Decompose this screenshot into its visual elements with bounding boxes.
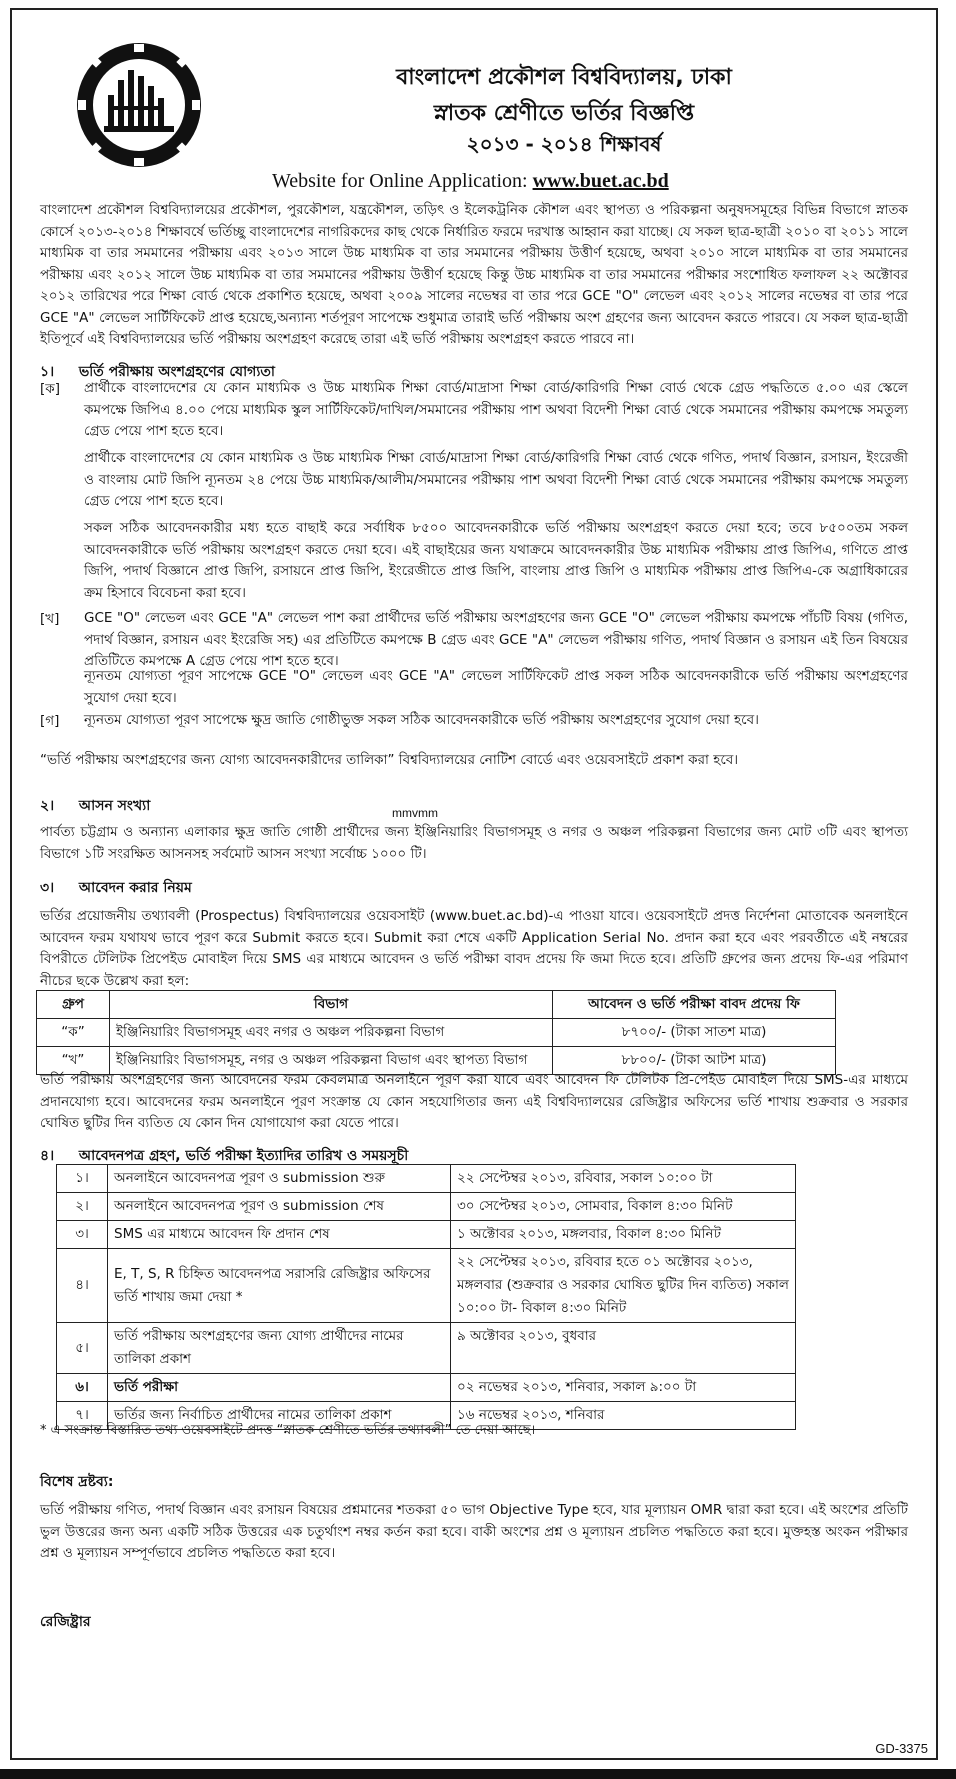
- clause-kha-para-2: ন্যূনতম যোগ্যতা পূরণ সাপেক্ষে GCE "O" লেভেল এবং GCE "A" লেভেল সার্টিফিকেট প্রাপ্ত সকল সঠিক আবেদনকারীকে ভর্তি পরীক্ষায় অংশগ্রহণের সুযোগ দেয়া হবে।: [84, 668, 908, 706]
- clause-ka-marker: [ক]: [40, 381, 60, 397]
- clause-ga-marker: [গ]: [40, 713, 60, 729]
- fee-dept: ইঞ্জিনিয়ারিং বিভাগসমূহ, নগর ও অঞ্চল পরিকল্পনা বিভাগ এবং স্থাপত্য বিভাগ: [110, 1047, 553, 1075]
- schedule-date: ৯ অক্টোবর ২০১৩, বুধবার: [451, 1323, 796, 1374]
- fee-header-dept: বিভাগ: [110, 991, 553, 1019]
- notice-page: [10, 8, 938, 1760]
- fee-amount: ৮৭০০/- (টাকা সাতশ মাত্র): [553, 1019, 836, 1047]
- session-label: ২০১৩ - ২০১৪ শিক্ষাবর্ষ: [466, 132, 662, 156]
- schedule-item: অনলাইনে আবেদনপত্র পূরণ ও submission শুরু: [108, 1165, 451, 1193]
- fee-table: [36, 990, 836, 1075]
- schedule-row: [57, 1165, 796, 1193]
- section-3-title: আবেদন করার নিয়ম: [78, 880, 192, 896]
- fee-group: “ক”: [37, 1019, 110, 1047]
- clause-ka-para-1: প্রার্থীকে বাংলাদেশের যে কোন মাধ্যমিক ও উচ্চ মাধ্যমিক শিক্ষা বোর্ড/মাদ্রাসা শিক্ষা বোর্ড/কারিগরি শিক্ষা বোর্ড থেকে গ্রেড পদ্ধতিতে ৫.০০ এর স্কেলে কমপক্ষে জিপিএ ৪.০০ পেয়ে মাধ্যমিক স্কুল সার্টিফিকেট/দাখিল/সমমানের পরীক্ষায় পাশ অথবা বিদেশী শিক্ষা বোর্ড থেকে সমমানের পরীক্ষায় কমপক্ষে সমতুল্য গ্রেড পেয়ে পাশ হতে হবে।: [84, 380, 908, 439]
- gd-code: GD-3375: [875, 1741, 928, 1756]
- schedule-date: ১৬ নভেম্বর ২০১৩, শনিবার: [451, 1402, 796, 1430]
- schedule-row: [57, 1374, 796, 1402]
- schedule-row: [57, 1193, 796, 1221]
- section-2-heading: [40, 794, 150, 818]
- university-name: বাংলাদেশ প্রকৌশল বিশ্ববিদ্যালয়, ঢাকা: [396, 65, 732, 90]
- schedule-footnote: * এ সংক্রান্ত বিস্তারিত তথ্য ওয়েবসাইটে প্রদত্ত “স্নাতক শ্রেণীতে ভর্তির তথ্যাবলী” তে দেয়া আছে।: [40, 1423, 536, 1438]
- schedule-row: [57, 1323, 796, 1374]
- schedule-item: ভর্তি পরীক্ষায় অংশগ্রহণের জন্য যোগ্য প্রার্থীদের নামের তালিকা প্রকাশ: [108, 1323, 451, 1374]
- website-line: [272, 170, 669, 193]
- special-note-title: বিশেষ দ্রষ্টব্য:: [40, 1474, 114, 1490]
- fee-amount: ৮৮০০/- (টাকা আটশ মাত্র): [553, 1047, 836, 1075]
- special-note-text: ভর্তি পরীক্ষায় গণিত, পদার্থ বিজ্ঞান এবং রসায়ন বিষয়ের প্রশ্নমানের শতকরা ৫০ ভাগ Objective Type হবে, যার মূল্যায়ন OMR দ্বারা করা হবে। এই অংশের প্রতিটি ভুল উত্তরের জন্য অন্য একটি সঠিক উত্তরের এক চতুর্থাংশ নম্বর কর্তন করা হবে। বাকী অংশের প্রশ্ন ও মূল্যায়ন প্রচলিত পদ্ধতিতে করা হবে। মুক্তহস্ত অংকন পরীক্ষার প্রশ্ন ও মূল্যায়ন সম্পূর্ণভাবে প্রচলিত পদ্ধতিতে করা হবে।: [40, 1502, 908, 1561]
- schedule-date: ২২ সেপ্টেম্বর ২০১৩, রবিবার হতে ০১ অক্টোবর ২০১৩, মঙ্গলবার (শুক্রবার ও সরকার ঘোষিত ছুটির দিন ব্যতিত) সকাল ১০:০০ টা- বিকাল ৪:৩০ মিনিট: [451, 1249, 796, 1323]
- intro-paragraph: বাংলাদেশ প্রকৌশল বিশ্ববিদ্যালয়ের প্রকৌশল, পুরকৌশল, যন্ত্রকৌশল, তড়িৎ ও ইলেকট্রনিক কৌশল এবং স্থাপত্য ও পরিকল্পনা অনুষদসমূহের বিভিন্ন বিভাগে স্নাতক কোর্সে ২০১৩-২০১৪ শিক্ষাবর্ষে ভর্তিচ্ছু বাংলাদেশের নাগরিকদের কাছ থেকে নির্ধারিত ফরমে দরখাস্ত আহ্বান করা যাচ্ছে। যে সকল ছাত্র-ছাত্রী ২০১০ বা ২০১১ সালে মাধ্যমিক বা তার সমমানের পরীক্ষায় এবং ২০১৩ সালে উচ্চ মাধ্যমিক বা তার সমমানের পরীক্ষায় উত্তীর্ণ হয়েছে, অথবা ২০১০ সালে মাধ্যমিক বা তার সমমানের পরীক্ষায় এবং ২০১২ সালে উচ্চ মাধ্যমিক বা তার সমমানের পরীক্ষায় উত্তীর্ণ হয়েছে কিন্তু উচ্চ মাধ্যমিক বা তার সমমানের পরীক্ষার সংশোধিত ফলাফল ২২ অক্টোবর ২০১২ তারিখের পরে শিক্ষা বোর্ড থেকে প্রকাশিত হয়েছে, অথবা ২০০৯ সালের নভেম্বর বা তার পরে GCE "O" লেভেল এবং ২০১২ সালের নভেম্বর বা তার পরে GCE "A" লেভেল সার্টিফিকেট প্রাপ্ত হয়েছে,অন্যান্য শর্তপূরণ সাপেক্ষে শুধুমাত্র তারাই ভর্তি পরীক্ষায় অংশ গ্রহণের জন্য আবেদন করতে পারবে। যে সকল ছাত্র-ছাত্রী ইতিপূর্বে এই বিশ্ববিদ্যালয়ের ভর্তি পরীক্ষায় অংশগ্রহণ করেছে তারা এই ভর্তি পরীক্ষায় অংশগ্রহণ করতে পারবে না।: [40, 202, 908, 347]
- schedule-date: ০২ নভেম্বর ২০১৩, শনিবার, সকাল ৯:০০ টা: [451, 1374, 796, 1402]
- schedule-item: ভর্তির জন্য নির্বাচিত প্রার্থীদের নামের তালিকা প্রকাশ: [108, 1402, 451, 1430]
- section-3-heading: [40, 876, 192, 900]
- schedule-date: ২২ সেপ্টেম্বর ২০১৩, রবিবার, সকাল ১০:০০ টা: [451, 1165, 796, 1193]
- schedule-table: [56, 1164, 796, 1430]
- schedule-num: ৭।: [57, 1402, 108, 1430]
- section-2-title: আসন সংখ্যা: [78, 798, 151, 814]
- schedule-num: ৫।: [57, 1323, 108, 1374]
- section-2-text: পার্বত্য চট্টগ্রাম ও অন্যান্য এলাকার ক্ষুদ্র জাতি গোষ্ঠী প্রার্থীদের জন্য ইঞ্জিনিয়ারিং বিভাগসমূহ ও নগর ও অঞ্চল পরিকল্পনা বিভাগের জন্য মোট ৩টি এবং স্থাপত্য বিভাগে ১টি সংরক্ষিত আসনসহ সর্বমোট আসন সংখ্যা সর্বোচ্চ ১০০০ টি।: [40, 824, 908, 862]
- section-3-text: ভর্তির প্রয়োজনীয় তথ্যাবলী (Prospectus) বিশ্ববিদ্যালয়ের ওয়েবসাইট (www.buet.ac.bd)-এ পাওয়া যাবে। ওয়েবসাইটে প্রদত্ত নির্দেশনা মোতাবেক অনলাইনে আবেদন ফরম যথাযথ ভাবে পূরণ করে Submit করতে হবে। Submit করা শেষে একটি Application Serial No. প্রদান করা হবে এবং পরবর্তীতে এই নম্বরের বিপরীতে টেলিটক প্রিপেইড মোবাইল দিয়ে SMS এর মাধ্যমে আবেদন ও ভর্তি পরীক্ষা বাবদ প্রদেয় ফি জমা দিতে হবে। প্রতিটি গ্রুপের জন্য প্রদেয় ফি-এর পরিমাণ নীচের ছকে উল্লেখ করা হল:: [40, 908, 908, 989]
- section-1-number: ১।: [40, 364, 55, 380]
- schedule-row: [57, 1221, 796, 1249]
- section-1-title: ভর্তি পরীক্ষায় অংশগ্রহণের যোগ্যতা: [78, 364, 275, 380]
- section-4-title: আবেদনপত্র গ্রহণ, ভর্তি পরীক্ষা ইত্যাদির তারিখ ও সময়সূচী: [78, 1148, 409, 1164]
- website-label: Website for Online Application:: [272, 170, 528, 192]
- stray-text: mmvmm: [392, 806, 438, 820]
- clause-ka-para-3: সকল সঠিক আবেদনকারীর মধ্য হতে বাছাই করে সর্বাধিক ৮৫০০ আবেদনকারীকে ভর্তি পরীক্ষায় অংশগ্রহণ করতে দেয়া হবে; তবে ৮৫০০তম সকল আবেদনকারীকে ভর্তি পরীক্ষায় অংশগ্রহণ করতে দেয়া হবে। এই বাছাইয়ের জন্য যথাক্রমে আবেদনকারীর উচ্চ মাধ্যমিক পরীক্ষায় প্রাপ্ত জিপিএ, গণিতে প্রাপ্ত জিপি, পদার্থ বিজ্ঞানে প্রাপ্ত জিপি, রসায়নে প্রাপ্ত জিপি, ইংরেজীতে প্রাপ্ত জিপি, বাংলায় প্রাপ্ত জিপি ও মাধ্যমিক পরীক্ষায় প্রাপ্ত জিপিএ-কে অগ্রাধিকারের ক্রম হিসাবে বিবেচনা করা হবে।: [84, 520, 908, 601]
- fee-header-group: গ্রুপ: [37, 991, 110, 1019]
- clause-kha-para-1: GCE "O" লেভেল এবং GCE "A" লেভেল পাশ করা প্রার্থীদের ভর্তি পরীক্ষায় অংশগ্রহণের জন্য GCE "O" লেভেল পরীক্ষায় কমপক্ষে পাঁচটি বিষয় (গণিত, পদার্থ বিজ্ঞান, রসায়ন এবং ইংরেজি সহ) এর প্রতিটিতে কমপক্ষে B গ্রেড এবং GCE "A" লেভেল পরীক্ষায় গণিত, পদার্থ বিজ্ঞান ও রসায়ন এই তিন বিষয়ের প্রতিটিতে কমপক্ষে A গ্রেড পেয়ে পাশ হতে হবে।: [84, 610, 908, 669]
- website-link[interactable]: www.buet.ac.bd: [532, 170, 669, 192]
- clause-ka-para-2: প্রার্থীকে বাংলাদেশের যে কোন মাধ্যমিক ও উচ্চ মাধ্যমিক শিক্ষা বোর্ড/মাদ্রাসা শিক্ষা বোর্ড/কারিগরি শিক্ষা বোর্ড থেকে গণিত, পদার্থ বিজ্ঞান, রসায়ন, ইংরেজী ও বাংলায় মোট জিপি ন্যূনতম ২৪ পেয়ে উচ্চ মাধ্যমিক/আলীম/সমমানের পরীক্ষায় পাশ অথবা বিদেশী শিক্ষা বোর্ড থেকে সমমানের পরীক্ষায় কমপক্ষে সমতুল্য গ্রেড পেয়ে পাশ হতে হবে।: [84, 450, 908, 509]
- section-3-after: ভর্তি পরীক্ষায় অংশগ্রহণের জন্য আবেদনের ফরম কেবলমাত্র অনলাইনে পূরণ করা যাবে এবং আবেদন ফি টেলিটক প্রি-পেইড মোবাইল দিয়ে SMS-এর মাধ্যমে প্রদানযোগ্য হবে। আবেদনের ফরম অনলাইনে পূরণ সংক্রান্ত যে কোন সহযোগিতার জন্য এই বিশ্ববিদ্যালয়ের রেজিষ্ট্রার অফিসের ভর্তি শাখায় শুক্রবার ও সরকার ঘোষিত ছুটির দিন ব্যতিত যে কোন দিন যোগাযোগ করা যেতে পারে।: [40, 1072, 908, 1131]
- schedule-item: E, T, S, R চিহ্নিত আবেদনপত্র সরাসরি রেজিষ্ট্রার অফিসের ভর্তি শাখায় জমা দেয়া *: [108, 1249, 451, 1323]
- schedule-num: ৬।: [57, 1374, 108, 1402]
- registrar-signature: রেজিষ্ট্রার: [40, 1614, 91, 1630]
- schedule-date: ৩০ সেপ্টেম্বর ২০১৩, সোমবার, বিকাল ৪:৩০ মিনিট: [451, 1193, 796, 1221]
- section-4-number: ৪।: [40, 1148, 55, 1164]
- schedule-num: ৪।: [57, 1249, 108, 1323]
- clause-kha-marker: [খ]: [40, 611, 60, 627]
- fee-group: “খ”: [37, 1047, 110, 1075]
- schedule-item: অনলাইনে আবেদনপত্র পূরণ ও submission শেষ: [108, 1193, 451, 1221]
- schedule-item: SMS এর মাধ্যমে আবেদন ফি প্রদান শেষ: [108, 1221, 451, 1249]
- bottom-border-bar: [0, 1769, 956, 1779]
- fee-table-header: [37, 991, 836, 1019]
- section-2-number: ২।: [40, 798, 55, 814]
- schedule-date: ১ অক্টোবর ২০১৩, মঙ্গলবার, বিকাল ৪:৩০ মিনিট: [451, 1221, 796, 1249]
- fee-row: [37, 1019, 836, 1047]
- section-3-number: ৩।: [40, 880, 55, 896]
- schedule-num: ১।: [57, 1165, 108, 1193]
- notice-title: স্নাতক শ্রেণীতে ভর্তির বিজ্ঞপ্তি: [433, 101, 695, 126]
- schedule-num: ৩।: [57, 1221, 108, 1249]
- eligible-list-note: “ভর্তি পরীক্ষায় অংশগ্রহণের জন্য যোগ্য আবেদনকারীদের তালিকা” বিশ্ববিদ্যালয়ের নোটিশ বোর্ডে এবং ওয়েবসাইটে প্রকাশ করা হবে।: [40, 752, 739, 768]
- clause-ga-para: ন্যূনতম যোগ্যতা পূরণ সাপেক্ষে ক্ষুদ্র জাতি গোষ্ঠীভুক্ত সকল সঠিক আবেদনকারীকে ভর্তি পরীক্ষায় অংশগ্রহণের সুযোগ দেয়া হবে।: [84, 712, 759, 728]
- schedule-row: [57, 1249, 796, 1323]
- schedule-num: ২।: [57, 1193, 108, 1221]
- fee-header-amount: আবেদন ও ভর্তি পরীক্ষা বাবদ প্রদেয় ফি: [553, 991, 836, 1019]
- fee-dept: ইঞ্জিনিয়ারিং বিভাগসমূহ এবং নগর ও অঞ্চল পরিকল্পনা বিভাগ: [110, 1019, 553, 1047]
- buet-logo-icon: [74, 40, 204, 170]
- schedule-item: ভর্তি পরীক্ষা: [108, 1374, 451, 1402]
